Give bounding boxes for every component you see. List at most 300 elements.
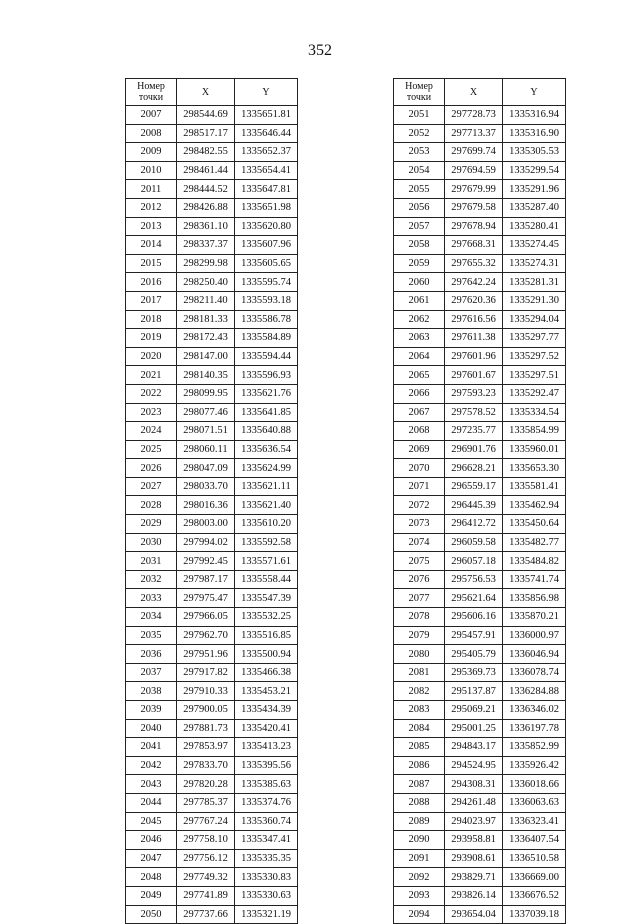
table-row	[394, 682, 566, 701]
cell-x: 297668.31	[445, 236, 503, 255]
cell-x: 296901.76	[445, 440, 503, 459]
cell-x: 298250.40	[177, 273, 235, 292]
cell-x: 298016.36	[177, 496, 235, 515]
cell-y: 1337039.18	[503, 905, 566, 924]
table-row	[126, 124, 298, 143]
table-row	[394, 849, 566, 868]
cell-y: 1335334.54	[503, 403, 566, 422]
table-row	[126, 645, 298, 664]
cell-point-number: 2093	[394, 886, 445, 905]
table-row	[126, 403, 298, 422]
cell-x: 297620.36	[445, 291, 503, 310]
cell-point-number: 2007	[126, 106, 177, 125]
cell-y: 1335653.30	[503, 459, 566, 478]
table-row	[126, 347, 298, 366]
cell-point-number: 2073	[394, 515, 445, 534]
cell-y: 1336063.63	[503, 793, 566, 812]
cell-point-number: 2030	[126, 533, 177, 552]
cell-point-number: 2054	[394, 161, 445, 180]
header-y: Y	[235, 79, 298, 106]
cell-point-number: 2058	[394, 236, 445, 255]
cell-point-number: 2046	[126, 831, 177, 850]
cell-x: 298003.00	[177, 515, 235, 534]
cell-point-number: 2088	[394, 793, 445, 812]
table-header-row	[394, 79, 566, 106]
cell-y: 1335434.39	[235, 701, 298, 720]
header-point-number: Номер точки	[394, 79, 445, 106]
table-row	[126, 868, 298, 887]
table-row	[394, 106, 566, 125]
cell-x: 298172.43	[177, 329, 235, 348]
cell-y: 1336676.52	[503, 886, 566, 905]
table-row	[126, 198, 298, 217]
coordinates-table-right	[393, 78, 566, 924]
cell-x: 297593.23	[445, 384, 503, 403]
table-row	[394, 143, 566, 162]
cell-x: 298544.69	[177, 106, 235, 125]
cell-x: 295069.21	[445, 701, 503, 720]
cell-x: 294843.17	[445, 738, 503, 757]
cell-y: 1336284.88	[503, 682, 566, 701]
cell-y: 1335287.40	[503, 198, 566, 217]
table-row	[126, 366, 298, 385]
table-row	[394, 366, 566, 385]
cell-y: 1335274.31	[503, 254, 566, 273]
cell-point-number: 2029	[126, 515, 177, 534]
cell-point-number: 2012	[126, 198, 177, 217]
cell-y: 1335466.38	[235, 663, 298, 682]
table-row	[394, 645, 566, 664]
cell-y: 1335482.77	[503, 533, 566, 552]
cell-y: 1335607.96	[235, 236, 298, 255]
cell-y: 1335592.58	[235, 533, 298, 552]
table-row	[394, 793, 566, 812]
cell-y: 1335330.83	[235, 868, 298, 887]
cell-x: 298033.70	[177, 477, 235, 496]
table-row	[126, 552, 298, 571]
table-row	[394, 626, 566, 645]
cell-point-number: 2039	[126, 701, 177, 720]
cell-x: 297962.70	[177, 626, 235, 645]
cell-y: 1335360.74	[235, 812, 298, 831]
cell-point-number: 2047	[126, 849, 177, 868]
cell-point-number: 2025	[126, 440, 177, 459]
table-row	[394, 422, 566, 441]
table-row	[394, 589, 566, 608]
cell-y: 1335299.54	[503, 161, 566, 180]
cell-point-number: 2067	[394, 403, 445, 422]
cell-point-number: 2036	[126, 645, 177, 664]
table-row	[394, 236, 566, 255]
cell-point-number: 2013	[126, 217, 177, 236]
cell-point-number: 2075	[394, 552, 445, 571]
cell-y: 1335484.82	[503, 552, 566, 571]
table-row	[394, 886, 566, 905]
cell-point-number: 2070	[394, 459, 445, 478]
cell-y: 1336018.66	[503, 775, 566, 794]
cell-x: 296057.18	[445, 552, 503, 571]
cell-y: 1335621.11	[235, 477, 298, 496]
table-row	[394, 570, 566, 589]
table-row	[126, 384, 298, 403]
cell-point-number: 2043	[126, 775, 177, 794]
header-x: X	[445, 79, 503, 106]
table-row	[126, 440, 298, 459]
cell-x: 297737.66	[177, 905, 235, 924]
cell-point-number: 2084	[394, 719, 445, 738]
page-number: 352	[308, 42, 332, 59]
table-row	[394, 273, 566, 292]
cell-y: 1335280.41	[503, 217, 566, 236]
cell-x: 297616.56	[445, 310, 503, 329]
cell-y: 1335926.42	[503, 756, 566, 775]
cell-point-number: 2082	[394, 682, 445, 701]
table-row	[394, 496, 566, 515]
table-row	[394, 701, 566, 720]
cell-point-number: 2086	[394, 756, 445, 775]
cell-y: 1335640.88	[235, 422, 298, 441]
table-row	[394, 254, 566, 273]
cell-point-number: 2048	[126, 868, 177, 887]
cell-x: 297975.47	[177, 589, 235, 608]
table-row	[126, 143, 298, 162]
cell-point-number: 2094	[394, 905, 445, 924]
table-row	[394, 291, 566, 310]
cell-point-number: 2050	[126, 905, 177, 924]
cell-x: 298099.95	[177, 384, 235, 403]
cell-point-number: 2056	[394, 198, 445, 217]
table-row	[126, 236, 298, 255]
cell-x: 293826.14	[445, 886, 503, 905]
cell-point-number: 2055	[394, 180, 445, 199]
cell-y: 1335571.61	[235, 552, 298, 571]
cell-x: 293958.81	[445, 831, 503, 850]
cell-y: 1335316.94	[503, 106, 566, 125]
cell-x: 297601.96	[445, 347, 503, 366]
cell-x: 296059.58	[445, 533, 503, 552]
cell-y: 1335291.30	[503, 291, 566, 310]
cell-y: 1335652.37	[235, 143, 298, 162]
table-row	[126, 849, 298, 868]
table-header-row	[126, 79, 298, 106]
cell-x: 293654.04	[445, 905, 503, 924]
table-row	[126, 793, 298, 812]
cell-y: 1335610.20	[235, 515, 298, 534]
cell-x: 295137.87	[445, 682, 503, 701]
cell-point-number: 2028	[126, 496, 177, 515]
cell-y: 1335624.99	[235, 459, 298, 478]
cell-x: 297951.96	[177, 645, 235, 664]
cell-point-number: 2063	[394, 329, 445, 348]
cell-y: 1335395.56	[235, 756, 298, 775]
cell-point-number: 2081	[394, 663, 445, 682]
cell-y: 1335596.93	[235, 366, 298, 385]
cell-x: 297987.17	[177, 570, 235, 589]
cell-point-number: 2020	[126, 347, 177, 366]
table-row	[126, 719, 298, 738]
cell-point-number: 2080	[394, 645, 445, 664]
cell-point-number: 2091	[394, 849, 445, 868]
cell-x: 297601.67	[445, 366, 503, 385]
table-row	[394, 552, 566, 571]
cell-x: 297611.38	[445, 329, 503, 348]
cell-y: 1335316.90	[503, 124, 566, 143]
cell-x: 297678.94	[445, 217, 503, 236]
table-row	[126, 329, 298, 348]
cell-y: 1335620.80	[235, 217, 298, 236]
table-row	[126, 180, 298, 199]
cell-x: 297679.99	[445, 180, 503, 199]
table-row	[394, 161, 566, 180]
table-row	[394, 403, 566, 422]
cell-x: 297994.02	[177, 533, 235, 552]
cell-point-number: 2076	[394, 570, 445, 589]
table-row	[394, 868, 566, 887]
cell-point-number: 2018	[126, 310, 177, 329]
cell-y: 1335281.31	[503, 273, 566, 292]
cell-x: 296412.72	[445, 515, 503, 534]
cell-x: 297820.28	[177, 775, 235, 794]
cell-y: 1335870.21	[503, 608, 566, 627]
cell-x: 297713.37	[445, 124, 503, 143]
cell-point-number: 2053	[394, 143, 445, 162]
table-row	[126, 459, 298, 478]
table-row	[126, 310, 298, 329]
table-row	[394, 812, 566, 831]
table-row	[394, 775, 566, 794]
cell-x: 293908.61	[445, 849, 503, 868]
cell-y: 1335651.98	[235, 198, 298, 217]
table-row	[126, 886, 298, 905]
table-row	[126, 273, 298, 292]
table-row	[126, 217, 298, 236]
cell-point-number: 2087	[394, 775, 445, 794]
cell-point-number: 2024	[126, 422, 177, 441]
cell-y: 1335586.78	[235, 310, 298, 329]
table-row	[126, 738, 298, 757]
cell-y: 1335593.18	[235, 291, 298, 310]
table-row	[126, 533, 298, 552]
cell-point-number: 2078	[394, 608, 445, 627]
cell-y: 1335330.63	[235, 886, 298, 905]
cell-y: 1335294.04	[503, 310, 566, 329]
cell-y: 1335594.44	[235, 347, 298, 366]
cell-x: 295405.79	[445, 645, 503, 664]
cell-y: 1335516.85	[235, 626, 298, 645]
cell-point-number: 2033	[126, 589, 177, 608]
cell-y: 1335321.19	[235, 905, 298, 924]
cell-point-number: 2026	[126, 459, 177, 478]
header-point-number: Номер точки	[126, 79, 177, 106]
cell-x: 296559.17	[445, 477, 503, 496]
cell-point-number: 2060	[394, 273, 445, 292]
table-row	[126, 570, 298, 589]
table-row	[394, 180, 566, 199]
cell-x: 297642.24	[445, 273, 503, 292]
cell-y: 1335621.76	[235, 384, 298, 403]
cell-point-number: 2015	[126, 254, 177, 273]
cell-y: 1335605.65	[235, 254, 298, 273]
cell-point-number: 2027	[126, 477, 177, 496]
cell-x: 296445.39	[445, 496, 503, 515]
cell-y: 1335654.41	[235, 161, 298, 180]
table-row	[394, 533, 566, 552]
cell-point-number: 2022	[126, 384, 177, 403]
table-row	[394, 905, 566, 924]
cell-point-number: 2011	[126, 180, 177, 199]
cell-point-number: 2031	[126, 552, 177, 571]
cell-point-number: 2014	[126, 236, 177, 255]
cell-point-number: 2034	[126, 608, 177, 627]
table-row	[126, 422, 298, 441]
cell-y: 1335450.64	[503, 515, 566, 534]
cell-y: 1335374.76	[235, 793, 298, 812]
table-row	[394, 477, 566, 496]
cell-y: 1335335.35	[235, 849, 298, 868]
cell-y: 1335532.25	[235, 608, 298, 627]
cell-y: 1335646.44	[235, 124, 298, 143]
cell-y: 1335500.94	[235, 645, 298, 664]
cell-x: 297694.59	[445, 161, 503, 180]
cell-y: 1335547.39	[235, 589, 298, 608]
table-row	[126, 515, 298, 534]
cell-point-number: 2085	[394, 738, 445, 757]
cell-x: 294524.95	[445, 756, 503, 775]
table-row	[394, 124, 566, 143]
cell-point-number: 2059	[394, 254, 445, 273]
cell-y: 1336078.74	[503, 663, 566, 682]
cell-point-number: 2071	[394, 477, 445, 496]
table-row	[394, 663, 566, 682]
cell-y: 1335584.89	[235, 329, 298, 348]
cell-x: 298361.10	[177, 217, 235, 236]
cell-y: 1335420.41	[235, 719, 298, 738]
cell-point-number: 2057	[394, 217, 445, 236]
cell-x: 294308.31	[445, 775, 503, 794]
cell-x: 297853.97	[177, 738, 235, 757]
cell-x: 297749.32	[177, 868, 235, 887]
cell-x: 297992.45	[177, 552, 235, 571]
cell-y: 1335647.81	[235, 180, 298, 199]
cell-y: 1335854.99	[503, 422, 566, 441]
cell-point-number: 2079	[394, 626, 445, 645]
table-row	[394, 384, 566, 403]
table-row	[394, 831, 566, 850]
cell-point-number: 2049	[126, 886, 177, 905]
table-row	[394, 329, 566, 348]
cell-x: 297756.12	[177, 849, 235, 868]
table-row	[126, 775, 298, 794]
cell-y: 1335274.45	[503, 236, 566, 255]
cell-point-number: 2021	[126, 366, 177, 385]
table-row	[126, 589, 298, 608]
table-row	[126, 161, 298, 180]
cell-x: 298517.17	[177, 124, 235, 143]
cell-y: 1336407.54	[503, 831, 566, 850]
cell-x: 298140.35	[177, 366, 235, 385]
cell-point-number: 2062	[394, 310, 445, 329]
cell-x: 297578.52	[445, 403, 503, 422]
cell-x: 298047.09	[177, 459, 235, 478]
coordinates-table-left	[125, 78, 298, 924]
table-row	[126, 608, 298, 627]
cell-x: 297910.33	[177, 682, 235, 701]
cell-y: 1335297.51	[503, 366, 566, 385]
cell-y: 1335741.74	[503, 570, 566, 589]
cell-point-number: 2069	[394, 440, 445, 459]
cell-y: 1335636.54	[235, 440, 298, 459]
cell-y: 1335292.47	[503, 384, 566, 403]
table-row	[126, 812, 298, 831]
cell-y: 1335558.44	[235, 570, 298, 589]
cell-x: 297881.73	[177, 719, 235, 738]
cell-point-number: 2008	[126, 124, 177, 143]
cell-x: 298181.33	[177, 310, 235, 329]
cell-y: 1335856.98	[503, 589, 566, 608]
cell-x: 295606.16	[445, 608, 503, 627]
cell-x: 297917.82	[177, 663, 235, 682]
cell-x: 298299.98	[177, 254, 235, 273]
table-row	[394, 756, 566, 775]
cell-x: 295621.64	[445, 589, 503, 608]
table-row	[126, 831, 298, 850]
table-row	[394, 459, 566, 478]
cell-y: 1335651.81	[235, 106, 298, 125]
cell-point-number: 2035	[126, 626, 177, 645]
table-row	[126, 682, 298, 701]
cell-point-number: 2074	[394, 533, 445, 552]
table-row	[394, 310, 566, 329]
cell-point-number: 2044	[126, 793, 177, 812]
cell-y: 1335595.74	[235, 273, 298, 292]
table-row	[394, 515, 566, 534]
cell-x: 296628.21	[445, 459, 503, 478]
table-row	[394, 440, 566, 459]
cell-point-number: 2042	[126, 756, 177, 775]
cell-y: 1336669.00	[503, 868, 566, 887]
cell-x: 294261.48	[445, 793, 503, 812]
cell-y: 1336346.02	[503, 701, 566, 720]
cell-point-number: 2010	[126, 161, 177, 180]
table-row	[126, 905, 298, 924]
table-row	[126, 496, 298, 515]
cell-y: 1335852.99	[503, 738, 566, 757]
table-row	[394, 198, 566, 217]
cell-y: 1335297.52	[503, 347, 566, 366]
cell-y: 1335297.77	[503, 329, 566, 348]
cell-x: 298337.37	[177, 236, 235, 255]
cell-y: 1335453.21	[235, 682, 298, 701]
cell-point-number: 2016	[126, 273, 177, 292]
cell-x: 297741.89	[177, 886, 235, 905]
cell-x: 298444.52	[177, 180, 235, 199]
cell-point-number: 2038	[126, 682, 177, 701]
cell-x: 297833.70	[177, 756, 235, 775]
cell-x: 297758.10	[177, 831, 235, 850]
cell-point-number: 2065	[394, 366, 445, 385]
cell-point-number: 2066	[394, 384, 445, 403]
cell-y: 1336197.78	[503, 719, 566, 738]
cell-y: 1336000.97	[503, 626, 566, 645]
cell-x: 295756.53	[445, 570, 503, 589]
cell-x: 297728.73	[445, 106, 503, 125]
cell-point-number: 2017	[126, 291, 177, 310]
cell-y: 1335385.63	[235, 775, 298, 794]
cell-point-number: 2083	[394, 701, 445, 720]
cell-point-number: 2019	[126, 329, 177, 348]
cell-x: 297767.24	[177, 812, 235, 831]
cell-x: 298071.51	[177, 422, 235, 441]
